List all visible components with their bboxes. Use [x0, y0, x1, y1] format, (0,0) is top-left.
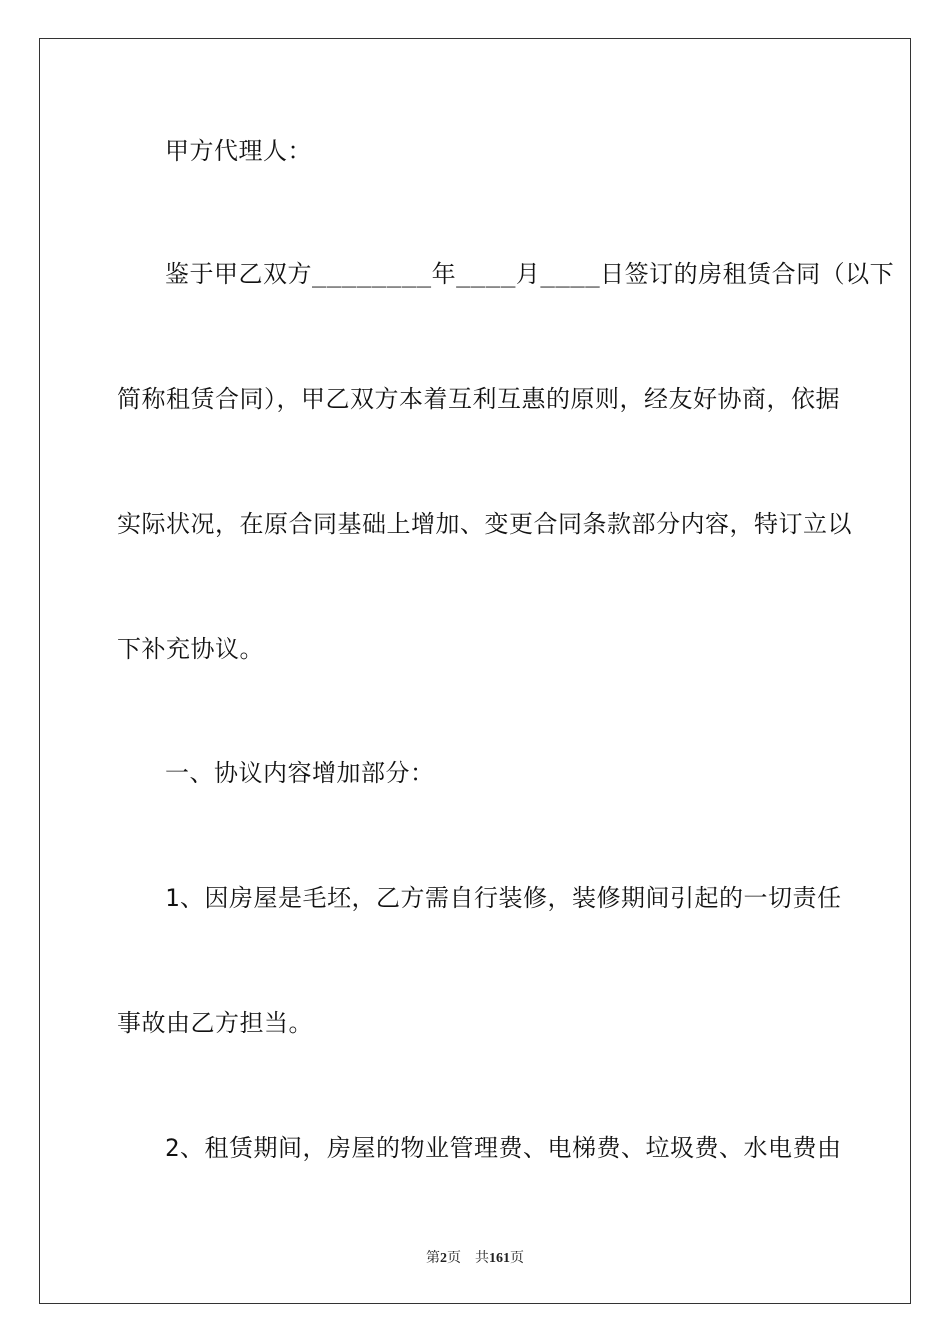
- clause-line: 1、因房屋是毛坯，乙方需自行装修，装修期间引起的一切责任: [165, 884, 842, 912]
- paragraph-line: 简称租赁合同），甲乙双方本着互利互惠的原则，经友好协商，依据: [117, 385, 840, 413]
- paragraph-line: 下补充协议。: [117, 635, 264, 663]
- page-number: 2: [440, 1251, 447, 1266]
- party-a-agent-line: 甲方代理人：: [165, 137, 312, 165]
- page-prefix: 第: [426, 1251, 440, 1266]
- section-heading: 一、协议内容增加部分：: [165, 759, 435, 787]
- page-border: [39, 38, 911, 1304]
- total-suffix: 页: [510, 1251, 524, 1266]
- paragraph-line: 实际状况，在原合同基础上增加、变更合同条款部分内容，特订立以: [117, 510, 852, 538]
- page-footer: [0, 1247, 950, 1267]
- paragraph-line: 鉴于甲乙双方________年____月____日签订的房租赁合同（以下: [165, 260, 895, 288]
- clause-line: 2、租赁期间，房屋的物业管理费、电梯费、垃圾费、水电费由: [165, 1134, 842, 1162]
- page-suffix: 页: [447, 1251, 461, 1266]
- total-pages: 161: [489, 1251, 510, 1266]
- clause-line: 事故由乙方担当。: [117, 1009, 313, 1037]
- total-prefix: 共: [475, 1251, 489, 1266]
